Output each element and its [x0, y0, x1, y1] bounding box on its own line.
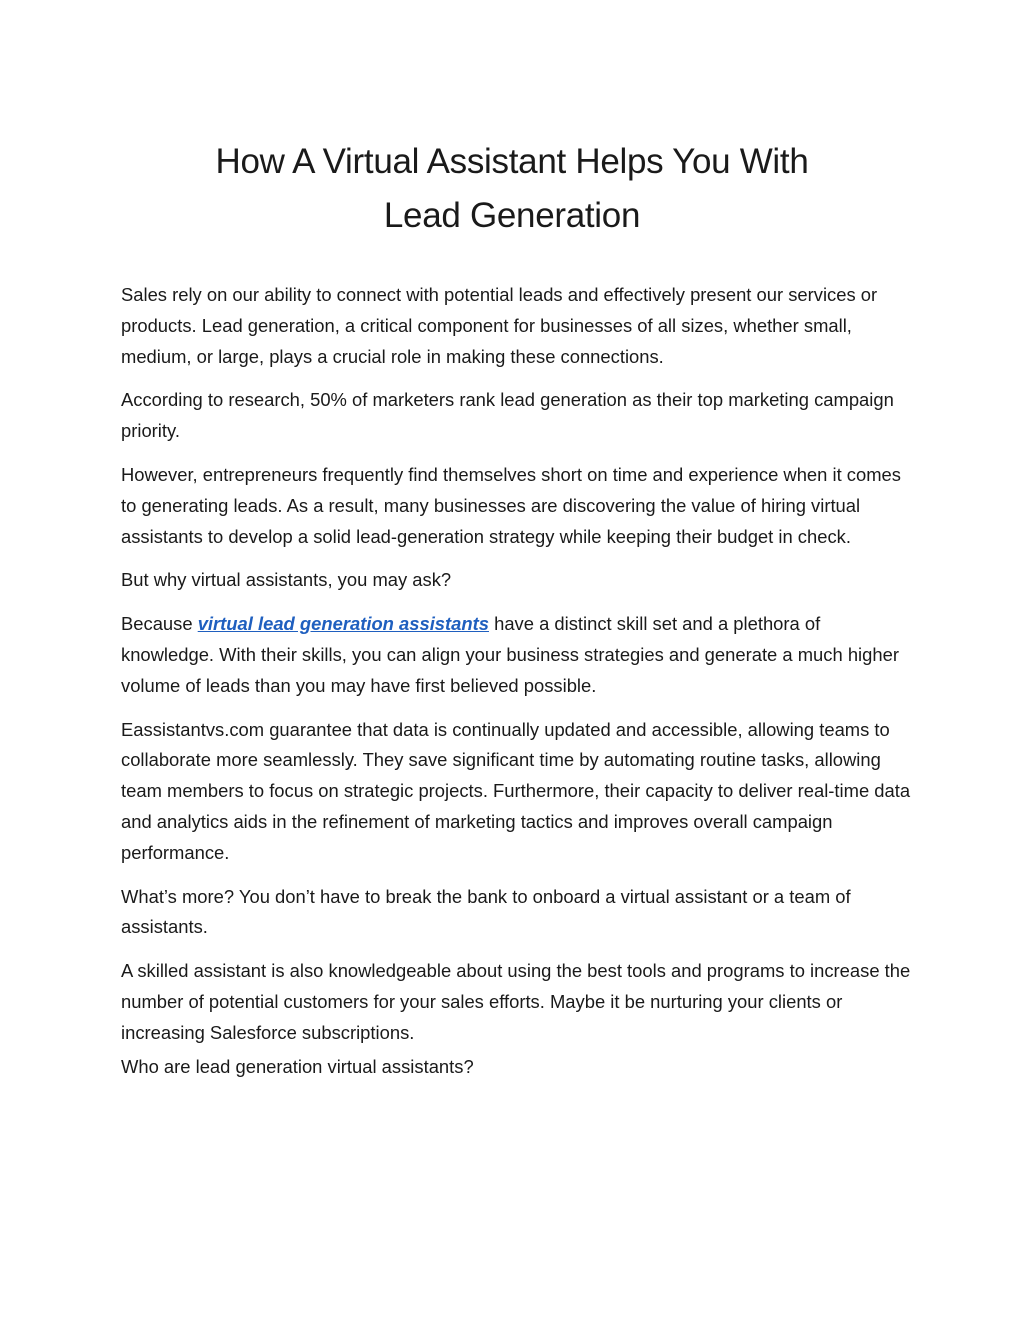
- paragraph-why: But why virtual assistants, you may ask?: [121, 569, 452, 591]
- paragraph-eassistantvs: Eassistantvs.com guarantee that data is continually updated and accessible, allowing teams to collaborate more seamlessly. They save significant time by automating routine tasks, allowing team members to focus on strategic projects. Furthermore, their capacity to deliver real-time data and analytics aids in the refinement of marketing tactics and improves overall campaign performance.: [121, 718, 911, 863]
- paragraph-whats-more: What’s more? You don’t have to break the bank to onboard a virtual assistant or a team of assistants.: [121, 885, 851, 938]
- title-line-1: How A Virtual Assistant Helps You With: [215, 142, 809, 181]
- paragraph-skilled-assistant: A skilled assistant is also knowledgeable about using the best tools and programs to increase the number of potential customers for your sales efforts. Maybe it be nurturing your clients or increasing Salesforce subscriptions.: [121, 960, 911, 1043]
- paragraph-who-are: Who are lead generation virtual assistants?: [121, 1055, 474, 1077]
- paragraph-because-lead: Because: [121, 613, 198, 635]
- document-title: [100, 135, 924, 243]
- paragraph-research: According to research, 50% of marketers rank lead generation as their top marketing campaign priority.: [121, 389, 894, 442]
- paragraph-because: [121, 609, 911, 701]
- paragraph-intro: Sales rely on our ability to connect with potential leads and effectively present our services or products. Lead generation, a critical component for businesses of all sizes, whether small, medium, or large, plays a crucial role in making these connections.: [121, 284, 878, 367]
- virtual-lead-generation-assistants-link[interactable]: virtual lead generation assistants: [197, 613, 489, 635]
- paragraph-because-rest: have a distinct skill set and a plethora of knowledge. With their skills, you can align your business strategies and generate a much higher volume of leads than you may have first believed possible.: [121, 613, 899, 696]
- paragraph-entrepreneurs: However, entrepreneurs frequently find themselves short on time and experience when it comes to generating leads. As a result, many businesses are discovering the value of hiring virtual assistants to develop a solid lead-generation strategy while keeping their budget in check.: [121, 463, 901, 547]
- document-body: [121, 280, 911, 1095]
- title-line-2: Lead Generation: [383, 196, 641, 235]
